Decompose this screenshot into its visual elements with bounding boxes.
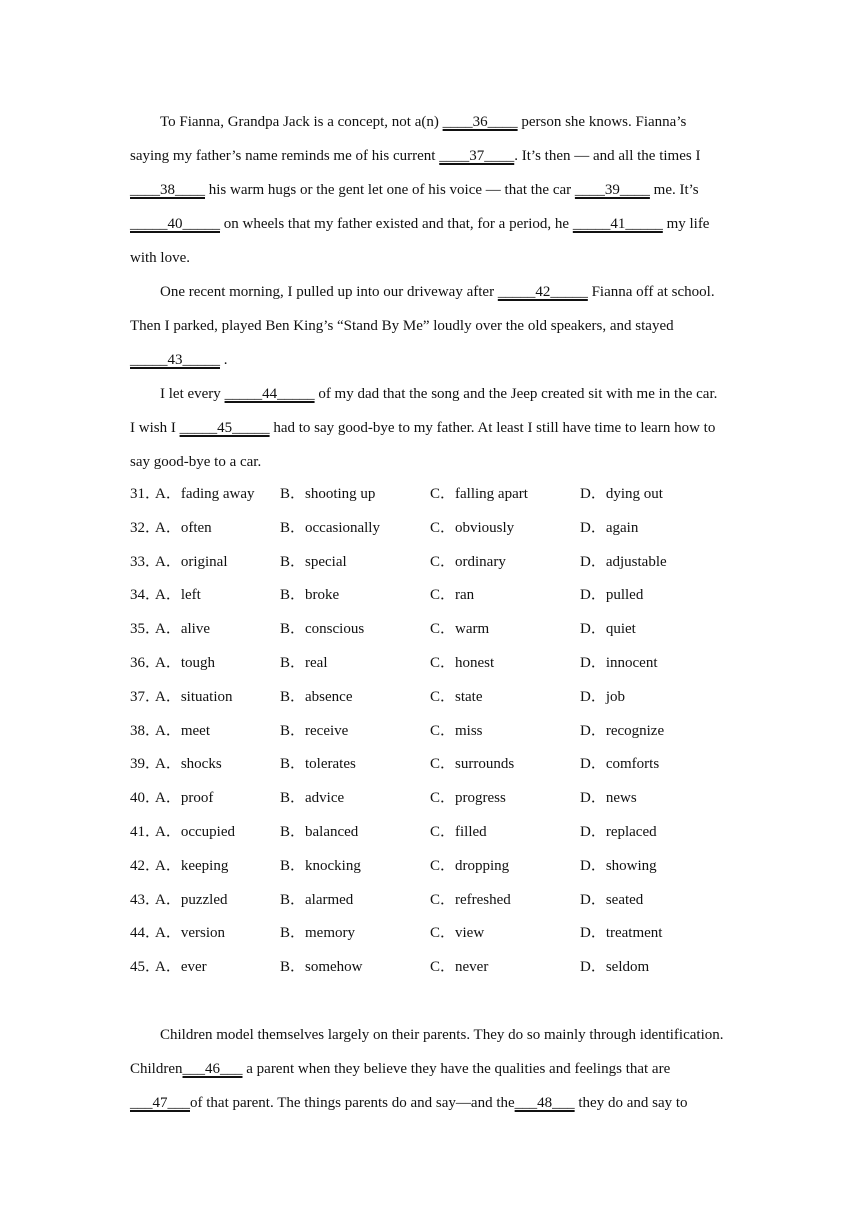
passage-line	[160, 112, 686, 132]
answer-blank: ____39____	[574, 182, 650, 198]
question-number: 43．	[130, 892, 161, 908]
line-text: his warm hugs or the gent let one of his voice — that the car	[205, 182, 575, 198]
option-d: D．adjustable	[580, 554, 667, 570]
line-text: on wheels that my father existed and that, for a period, he	[220, 216, 573, 232]
line-text: with love.	[130, 250, 190, 266]
option-a: A．keeping	[155, 858, 229, 874]
line-text: Children	[130, 1061, 183, 1077]
question-number: 38．	[130, 723, 161, 739]
passage-line	[130, 1059, 670, 1079]
passage-line	[130, 418, 715, 438]
passage-line	[160, 1025, 724, 1045]
line-text: Then I parked, played Ben King’s “Stand By Me” loudly over the old speakers, and stayed	[130, 318, 674, 334]
answer-blank: _____42_____	[497, 284, 588, 300]
option-a: A．situation	[155, 689, 233, 705]
option-b: B．absence	[280, 689, 353, 705]
option-b: B．conscious	[280, 621, 365, 637]
option-b: B．real	[280, 655, 328, 671]
question-number: 33．	[130, 554, 161, 570]
answer-blank: _____41_____	[572, 216, 663, 232]
line-text: they do and say to	[574, 1095, 688, 1111]
line-text: .	[220, 352, 228, 368]
passage-line	[130, 1093, 688, 1113]
option-c: C．honest	[430, 655, 495, 671]
line-text: I wish I	[130, 420, 180, 436]
answer-blank: ___47___	[130, 1095, 190, 1111]
option-c: C．ran	[430, 587, 475, 603]
question-row	[130, 721, 750, 741]
option-c: C．miss	[430, 723, 483, 739]
line-text: my life	[662, 216, 710, 232]
option-d: D．recognize	[580, 723, 665, 739]
question-row	[130, 890, 750, 910]
answer-blank: _____44_____	[224, 386, 315, 402]
passage-line	[130, 350, 228, 370]
option-b: B．occasionally	[280, 520, 380, 536]
option-a: A．left	[155, 587, 201, 603]
question-number: 40．	[130, 790, 161, 806]
answer-blank: ___46___	[182, 1061, 243, 1077]
option-a: A．tough	[155, 655, 216, 671]
option-a: A．puzzled	[155, 892, 228, 908]
answer-blank: _____40_____	[130, 216, 220, 232]
option-d: D．seated	[580, 892, 644, 908]
option-a: A．shocks	[155, 756, 222, 772]
option-d: D．comforts	[580, 756, 660, 772]
option-d: D．news	[580, 790, 637, 806]
option-d: D．treatment	[580, 925, 663, 941]
line-text: Fianna off at school.	[587, 284, 715, 300]
option-d: D．showing	[580, 858, 657, 874]
question-number: 35．	[130, 621, 161, 637]
line-text: Children model themselves largely on their parents. They do so mainly through identification.	[160, 1027, 724, 1043]
question-number: 34．	[130, 587, 161, 603]
option-c: C．filled	[430, 824, 487, 840]
option-a: A．often	[155, 520, 212, 536]
option-b: B．memory	[280, 925, 355, 941]
option-b: B．alarmed	[280, 892, 354, 908]
line-text: person she knows. Fianna’s	[517, 114, 687, 130]
option-a: A．original	[155, 554, 228, 570]
line-text: of that parent. The things parents do and say—and the	[190, 1095, 515, 1111]
option-b: B．receive	[280, 723, 349, 739]
question-number: 41．	[130, 824, 161, 840]
line-text: a parent when they believe they have the qualities and feelings that are	[242, 1061, 671, 1077]
question-row	[130, 822, 750, 842]
option-d: D．dying out	[580, 486, 663, 502]
passage-line	[160, 384, 717, 404]
line-text: saying my father’s name reminds me of his current	[130, 148, 440, 164]
question-row	[130, 754, 750, 774]
option-d: D．quiet	[580, 621, 636, 637]
question-number: 37．	[130, 689, 161, 705]
option-a: A．alive	[155, 621, 210, 637]
question-row	[130, 619, 750, 639]
answer-blank: ___48___	[514, 1095, 575, 1111]
question-number: 32．	[130, 520, 161, 536]
passage-line	[130, 316, 674, 336]
line-text: of my dad that the song and the Jeep created sit with me in the car.	[314, 386, 718, 402]
option-a: A．meet	[155, 723, 210, 739]
option-d: D．pulled	[580, 587, 644, 603]
option-c: C．view	[430, 925, 485, 941]
option-c: C．progress	[430, 790, 506, 806]
option-d: D．replaced	[580, 824, 657, 840]
question-row	[130, 484, 750, 504]
option-b: B．balanced	[280, 824, 359, 840]
line-text: . It’s then — and all the times I	[514, 148, 701, 164]
option-d: D．seldom	[580, 959, 650, 975]
answer-blank: ____38____	[130, 182, 205, 198]
question-number: 42．	[130, 858, 161, 874]
option-a: A．occupied	[155, 824, 235, 840]
option-c: C．surrounds	[430, 756, 515, 772]
option-d: D．job	[580, 689, 626, 705]
option-b: B．tolerates	[280, 756, 356, 772]
option-c: C．falling apart	[430, 486, 528, 502]
question-number: 31．	[130, 486, 161, 502]
question-number: 39．	[130, 756, 161, 772]
option-b: B．knocking	[280, 858, 361, 874]
question-row	[130, 788, 750, 808]
passage-line	[130, 452, 261, 472]
question-row	[130, 687, 750, 707]
option-c: C．refreshed	[430, 892, 511, 908]
option-b: B．shooting up	[280, 486, 376, 502]
answer-blank: ____36____	[442, 114, 518, 130]
line-text: To Fianna, Grandpa Jack is a concept, not a(n)	[160, 114, 443, 130]
question-row	[130, 957, 750, 977]
question-row	[130, 923, 750, 943]
passage-line	[130, 214, 709, 234]
question-row	[130, 653, 750, 673]
answer-blank: _____43_____	[130, 352, 220, 368]
line-text: say good-bye to a car.	[130, 454, 262, 470]
passage-line	[130, 146, 700, 166]
option-b: B．somehow	[280, 959, 363, 975]
line-text: had to say good-bye to my father. At least I still have time to learn how to	[269, 420, 716, 436]
option-b: B．advice	[280, 790, 345, 806]
option-b: B．broke	[280, 587, 340, 603]
passage-line	[130, 248, 190, 268]
option-b: B．special	[280, 554, 347, 570]
option-a: A．ever	[155, 959, 207, 975]
question-row	[130, 518, 750, 538]
option-c: C．state	[430, 689, 483, 705]
option-c: C．dropping	[430, 858, 510, 874]
passage-line	[130, 180, 699, 200]
passage-line	[160, 282, 715, 302]
question-row	[130, 552, 750, 572]
line-text: me. It’s	[649, 182, 699, 198]
option-a: A．fading away	[155, 486, 255, 502]
option-c: C．obviously	[430, 520, 515, 536]
question-number: 44．	[130, 925, 161, 941]
answer-blank: _____45_____	[179, 420, 270, 436]
option-c: C．warm	[430, 621, 490, 637]
option-a: A．version	[155, 925, 225, 941]
question-row	[130, 856, 750, 876]
line-text: I let every	[160, 386, 225, 402]
option-a: A．proof	[155, 790, 214, 806]
line-text: One recent morning, I pulled up into our driveway after	[160, 284, 498, 300]
question-row	[130, 585, 750, 605]
option-d: D．innocent	[580, 655, 658, 671]
option-c: C．ordinary	[430, 554, 506, 570]
answer-blank: ____37____	[439, 148, 515, 164]
question-number: 45．	[130, 959, 161, 975]
option-c: C．never	[430, 959, 489, 975]
option-d: D．again	[580, 520, 639, 536]
question-number: 36．	[130, 655, 161, 671]
